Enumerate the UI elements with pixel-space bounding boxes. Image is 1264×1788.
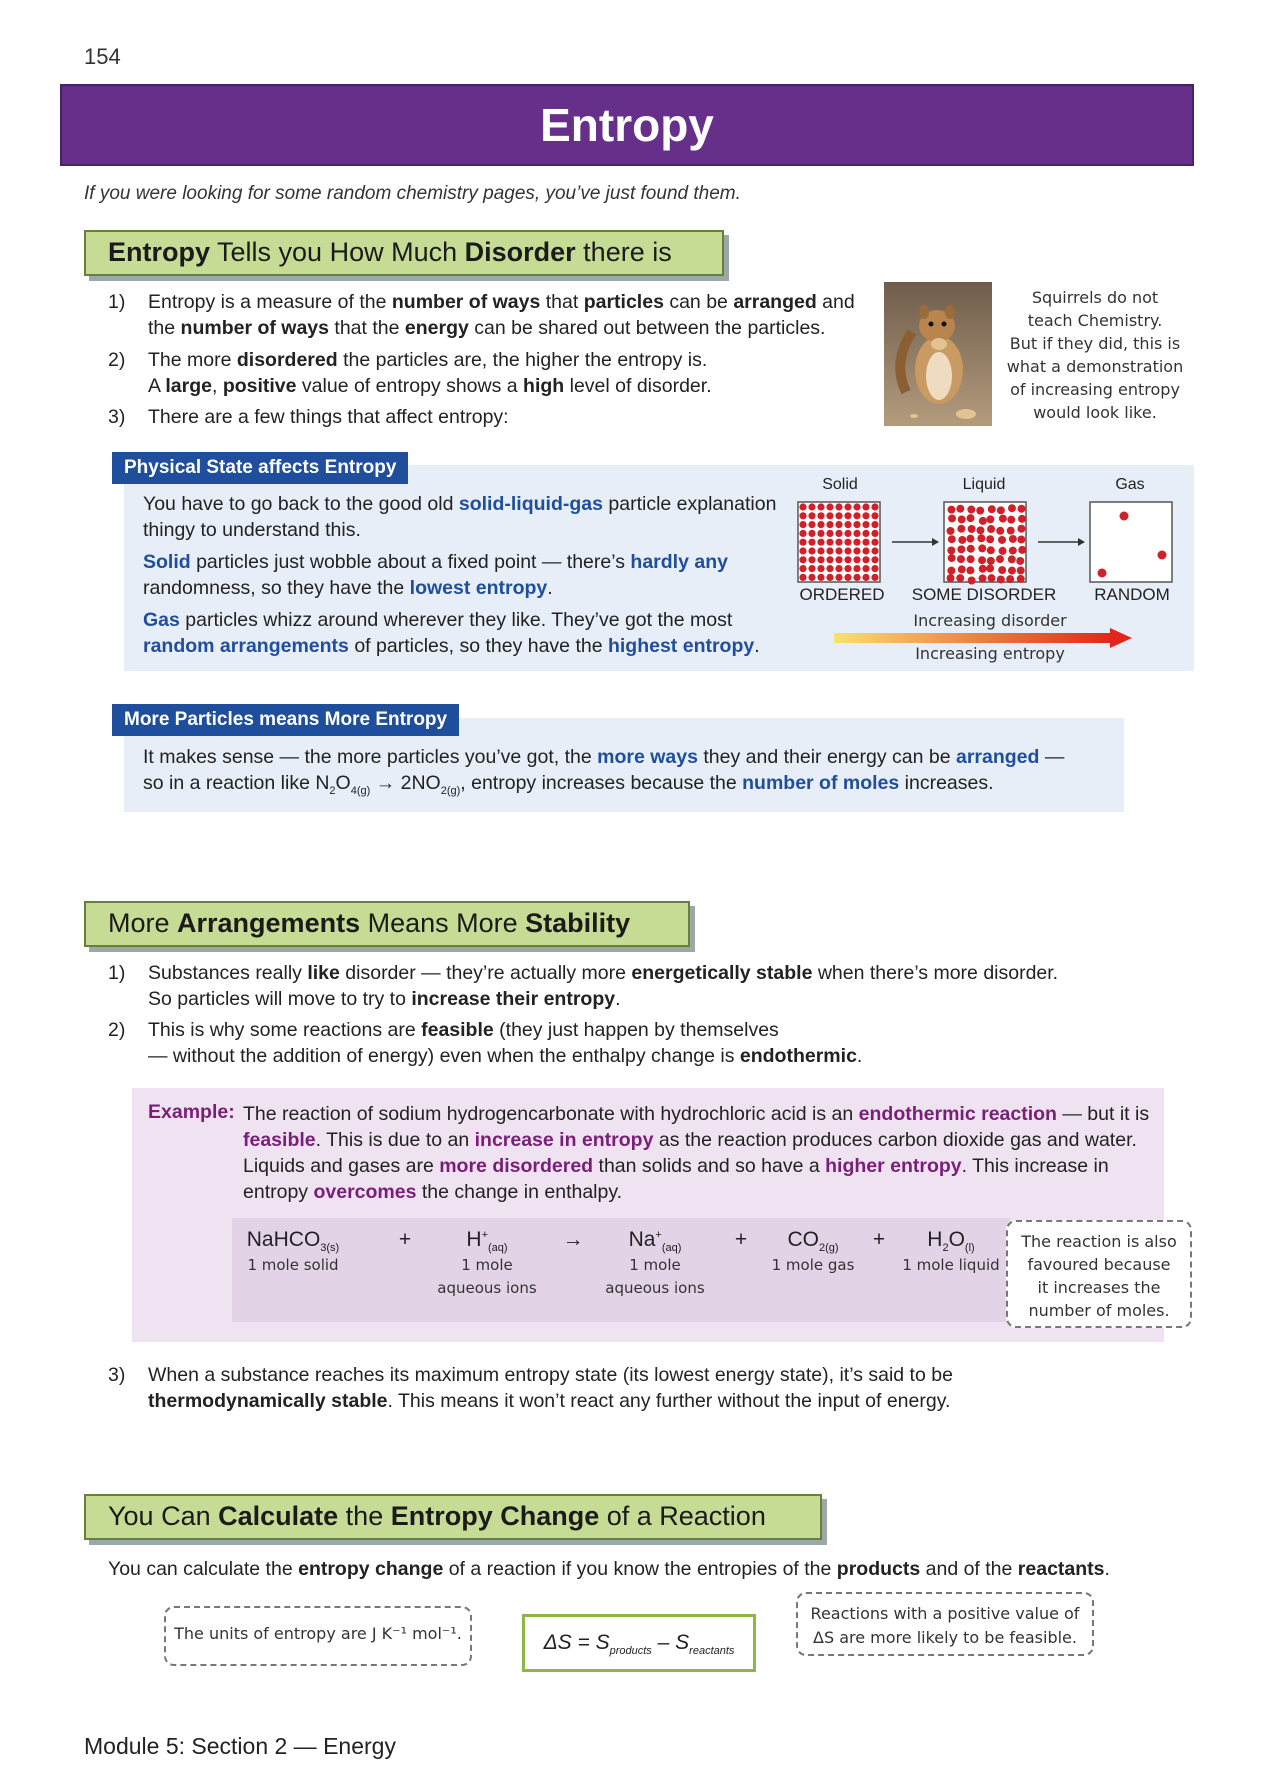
solid-particle bbox=[817, 574, 824, 581]
liquid-particle bbox=[987, 546, 995, 554]
liquid-particle bbox=[988, 505, 996, 513]
example-text: The reaction of sodium hydrogencarbonate with hydrochloric acid is an endothermic reaction — but it is feasible. This is due to an increase in entropy as the reaction produces carbon dioxide gas and water. Liquids and gases are more disordered than solids and so have a higher entropy. This increase in entropy overcomes the change in enthalpy. bbox=[243, 1103, 1150, 1203]
solid-particle bbox=[808, 530, 815, 537]
solid-particle bbox=[871, 547, 878, 554]
solid-particle bbox=[853, 574, 860, 581]
solid-particle bbox=[835, 530, 842, 537]
solid-particle bbox=[808, 521, 815, 528]
solid-particle bbox=[826, 503, 833, 510]
liquid-particle bbox=[968, 525, 976, 533]
feasible-note: Reactions with a positive value of ΔS are more likely to be feasible. bbox=[796, 1592, 1094, 1656]
solid-particle bbox=[862, 521, 869, 528]
solid-particle bbox=[826, 530, 833, 537]
physical-state-label: Physical State affects Entropy bbox=[112, 452, 408, 484]
liquid-particle bbox=[996, 527, 1004, 535]
liquid-particle bbox=[999, 515, 1007, 523]
solid-particle bbox=[817, 539, 824, 546]
plus-sign: + bbox=[872, 1228, 886, 1251]
solid-particle bbox=[817, 556, 824, 563]
solid-particle bbox=[871, 556, 878, 563]
liquid-particle bbox=[967, 545, 975, 553]
liquid-particle bbox=[1007, 527, 1015, 535]
liquid-particle bbox=[1008, 567, 1016, 575]
state-caption-random: RANDOM bbox=[1094, 585, 1170, 604]
liquid-particle bbox=[1017, 535, 1025, 543]
species-co2: $CO_{2(g)}$ 1 mole gas bbox=[771, 1228, 855, 1275]
units-note: The units of entropy are J K⁻¹ mol⁻¹. bbox=[164, 1606, 472, 1666]
plus-sign: + bbox=[398, 1228, 412, 1251]
squirrel-photo bbox=[884, 282, 992, 426]
liquid-particle bbox=[956, 574, 964, 582]
gas-particle bbox=[1158, 551, 1167, 560]
solid-particle bbox=[835, 539, 842, 546]
solid-particle bbox=[844, 512, 851, 519]
liquid-particle bbox=[947, 506, 955, 514]
liquid-particle bbox=[987, 525, 995, 533]
liquid-particle bbox=[958, 565, 966, 573]
solid-particle bbox=[826, 565, 833, 572]
liquid-particle bbox=[976, 526, 984, 534]
liquid-particle bbox=[1018, 515, 1026, 523]
liquid-particle bbox=[1009, 535, 1017, 543]
solid-particle bbox=[808, 565, 815, 572]
calculate-intro: You can calculate the entropy change of a reaction if you know the entropies of the products and of the reactants. bbox=[108, 1558, 1110, 1580]
solid-particle bbox=[808, 556, 815, 563]
solid-particle bbox=[799, 547, 806, 554]
solid-particle bbox=[835, 556, 842, 563]
liquid-particle bbox=[1007, 516, 1015, 524]
liquid-particle bbox=[999, 547, 1007, 555]
entropy-change-formula: $\Delta S = S_{products} - S_{reactants}$ bbox=[522, 1614, 756, 1672]
particle-diagram bbox=[796, 500, 1186, 586]
liquid-particle bbox=[1017, 566, 1025, 574]
solid-particle bbox=[871, 574, 878, 581]
solid-particle bbox=[808, 574, 815, 581]
solid-particle bbox=[799, 521, 806, 528]
solid-particle bbox=[853, 539, 860, 546]
solid-particle bbox=[862, 503, 869, 510]
liquid-particle bbox=[948, 514, 956, 522]
solid-particle bbox=[862, 565, 869, 572]
state-caption-some-disorder: SOME DISORDER bbox=[911, 585, 1057, 604]
solid-particle bbox=[844, 539, 851, 546]
solid-particle bbox=[799, 503, 806, 510]
solid-particle bbox=[817, 547, 824, 554]
liquid-particle bbox=[998, 536, 1006, 544]
solid-particle bbox=[808, 547, 815, 554]
liquid-particle bbox=[967, 555, 975, 563]
solid-particle bbox=[853, 547, 860, 554]
section-heading-entropy: Entropy Tells you How Much Disorder there is bbox=[84, 230, 724, 276]
liquid-particle bbox=[968, 576, 976, 584]
liquid-particle bbox=[978, 544, 986, 552]
liquid-particle bbox=[987, 557, 995, 565]
plus-sign: + bbox=[734, 1228, 748, 1251]
liquid-particle bbox=[947, 574, 955, 582]
solid-particle bbox=[835, 512, 842, 519]
solid-particle bbox=[871, 512, 878, 519]
reaction-equation bbox=[232, 1218, 1010, 1322]
solid-particle bbox=[844, 547, 851, 554]
solid-particle bbox=[835, 574, 842, 581]
liquid-particle bbox=[1018, 546, 1026, 554]
solid-particle bbox=[799, 556, 806, 563]
page-title: Entropy bbox=[60, 84, 1194, 166]
liquid-particle bbox=[1006, 575, 1014, 583]
solid-particle bbox=[817, 530, 824, 537]
solid-particle bbox=[826, 574, 833, 581]
stability-list-item3: 3) When a substance reaches its maximum entropy state (its lowest energy state), it’s said to be thermodynamically stable. This means it won’t react any further without the input of energy. bbox=[108, 1364, 953, 1412]
solid-particle bbox=[853, 512, 860, 519]
liquid-particle bbox=[947, 527, 955, 535]
solid-particle bbox=[799, 530, 806, 537]
solid-particle bbox=[844, 565, 851, 572]
solid-particle bbox=[844, 556, 851, 563]
state-name-gas: Gas bbox=[1115, 476, 1145, 493]
liquid-particle bbox=[996, 555, 1004, 563]
solid-particle bbox=[862, 539, 869, 546]
section-heading-stability: More Arrangements Means More Stability bbox=[84, 901, 690, 947]
liquid-particle bbox=[986, 515, 994, 523]
entropy-definition-list: 1) Entropy is a measure of the number of ways that particles can be arranged and the number of ways that the energy can be shared out between the particles. 2) The more disordered the particles are, the higher the entropy is. A large, positive value of entropy shows a high level of disorder. 3) There are a few things that affect entropy: bbox=[108, 291, 855, 428]
physical-state-text: You have to go back to the good old solid-liquid-gas particle explanation thingy to understand this. Solid particles just wobble about a fixed point — there’s hardly any randomness, so they have the lowest entropy. Gas particles whizz around wherever they like. They’ve got the most random arrangements of particles, so they have the highest entropy. bbox=[143, 493, 777, 657]
liquid-particle bbox=[986, 564, 994, 572]
liquid-particle bbox=[997, 575, 1005, 583]
solid-particle bbox=[835, 503, 842, 510]
increasing-disorder-label: Increasing disorder bbox=[913, 611, 1067, 630]
liquid-particle bbox=[997, 506, 1005, 514]
solid-particle bbox=[799, 539, 806, 546]
liquid-particle bbox=[966, 535, 974, 543]
state-name-liquid: Liquid bbox=[962, 476, 1006, 493]
solid-particle bbox=[835, 521, 842, 528]
intro-text: If you were looking for some random chemistry pages, you’ve just found them. bbox=[84, 183, 741, 204]
liquid-particle bbox=[958, 515, 966, 523]
liquid-particle bbox=[1017, 505, 1025, 513]
solid-particle bbox=[871, 565, 878, 572]
liquid-particle bbox=[1017, 525, 1025, 533]
gas-particle bbox=[1098, 569, 1107, 578]
liquid-particle bbox=[976, 507, 984, 515]
solid-particle bbox=[862, 574, 869, 581]
liquid-particle bbox=[956, 505, 964, 513]
solid-particle bbox=[826, 521, 833, 528]
reaction-arrow: → bbox=[562, 1228, 584, 1251]
solid-particle bbox=[835, 565, 842, 572]
liquid-particle bbox=[966, 566, 974, 574]
footer-section: Module 5: Section 2 — Energy bbox=[84, 1733, 396, 1759]
liquid-particle bbox=[967, 506, 975, 514]
liquid-particle bbox=[998, 566, 1006, 574]
liquid-particle bbox=[957, 555, 965, 563]
more-particles-text: It makes sense — the more particles you’ve got, the more ways they and their energy can be arranged — so in a reaction like $N_2O_{4(g)} \to 2NO_{2(g)}$, entropy increases because the number of moles increases. bbox=[143, 746, 1065, 797]
moles-side-note: The reaction is also favoured because it increases the number of moles. bbox=[1006, 1220, 1192, 1328]
solid-particle bbox=[853, 530, 860, 537]
solid-particle bbox=[844, 521, 851, 528]
solid-particle bbox=[817, 565, 824, 572]
state-caption-ordered: ORDERED bbox=[799, 585, 885, 604]
liquid-particle bbox=[1009, 547, 1017, 555]
solid-particle bbox=[853, 521, 860, 528]
solid-particle bbox=[862, 512, 869, 519]
solid-particle bbox=[835, 547, 842, 554]
solid-particle bbox=[826, 512, 833, 519]
liquid-particle bbox=[1008, 555, 1016, 563]
liquid-particle bbox=[979, 517, 987, 525]
solid-particle bbox=[808, 503, 815, 510]
species-h2o: $H_2O_{(l)}$ 1 mole liquid bbox=[902, 1228, 1000, 1275]
solid-particle bbox=[826, 547, 833, 554]
liquid-particle bbox=[978, 556, 986, 564]
liquid-particle bbox=[979, 565, 987, 573]
more-particles-label: More Particles means More Entropy bbox=[112, 704, 459, 736]
solid-particle bbox=[808, 512, 815, 519]
liquid-particle bbox=[967, 514, 975, 522]
liquid-particle bbox=[1017, 575, 1025, 583]
example-label: Example: bbox=[148, 1101, 235, 1123]
liquid-particle bbox=[986, 535, 994, 543]
stability-list: 1) Substances really like disorder — they’re actually more energetically stable when there’s more disorder. So particles will move to try to increase their entropy. 2) This is why some reactions are feasible (they just happen by themselves — without the addition of energy) even when the enthalpy change is endothermic. bbox=[108, 962, 1059, 1067]
solid-particle bbox=[871, 521, 878, 528]
liquid-particle bbox=[957, 545, 965, 553]
solid-particle bbox=[862, 530, 869, 537]
solid-particle bbox=[871, 539, 878, 546]
liquid-particle bbox=[947, 567, 955, 575]
solid-particle bbox=[853, 556, 860, 563]
section-heading-calculate: You Can Calculate the Entropy Change of a Reaction bbox=[84, 1494, 822, 1540]
solid-particle bbox=[853, 565, 860, 572]
liquid-particle bbox=[987, 574, 995, 582]
solid-particle bbox=[844, 530, 851, 537]
gas-particle bbox=[1120, 512, 1129, 521]
solid-particle bbox=[826, 556, 833, 563]
increasing-entropy-label: Increasing entropy bbox=[915, 644, 1065, 663]
state-name-solid: Solid bbox=[822, 476, 858, 493]
solid-particle bbox=[862, 556, 869, 563]
liquid-particle bbox=[958, 536, 966, 544]
solid-particle bbox=[871, 530, 878, 537]
liquid-particle bbox=[947, 547, 955, 555]
solid-particle bbox=[853, 503, 860, 510]
solid-particle bbox=[799, 565, 806, 572]
solid-particle bbox=[844, 503, 851, 510]
liquid-particle bbox=[977, 534, 985, 542]
solid-particle bbox=[871, 503, 878, 510]
solid-particle bbox=[799, 512, 806, 519]
species-h-plus: $H^+_{(aq)}$ 1 mole aqueous ions bbox=[437, 1228, 537, 1298]
solid-particle bbox=[817, 521, 824, 528]
solid-particle bbox=[826, 539, 833, 546]
liquid-particle bbox=[1008, 504, 1016, 512]
solid-particle bbox=[844, 574, 851, 581]
species-nahco3: NaHCO$_{3(s)}$ 1 mole solid bbox=[246, 1228, 340, 1275]
photo-caption: Squirrels do not teach Chemistry. But if they did, this is what a demonstration of increasing entropy would look like. bbox=[1006, 288, 1184, 422]
solid-particle bbox=[817, 512, 824, 519]
liquid-particle bbox=[979, 574, 987, 582]
liquid-particle bbox=[1016, 557, 1024, 565]
solid-particle bbox=[799, 574, 806, 581]
solid-particle bbox=[817, 503, 824, 510]
liquid-particle bbox=[948, 554, 956, 562]
liquid-particle bbox=[957, 525, 965, 533]
liquid-particle bbox=[948, 535, 956, 543]
solid-particle bbox=[862, 547, 869, 554]
species-na-plus: $Na^+_{(aq)}$ 1 mole aqueous ions bbox=[605, 1228, 705, 1298]
page-number: 154 bbox=[84, 44, 121, 69]
solid-particle bbox=[808, 539, 815, 546]
